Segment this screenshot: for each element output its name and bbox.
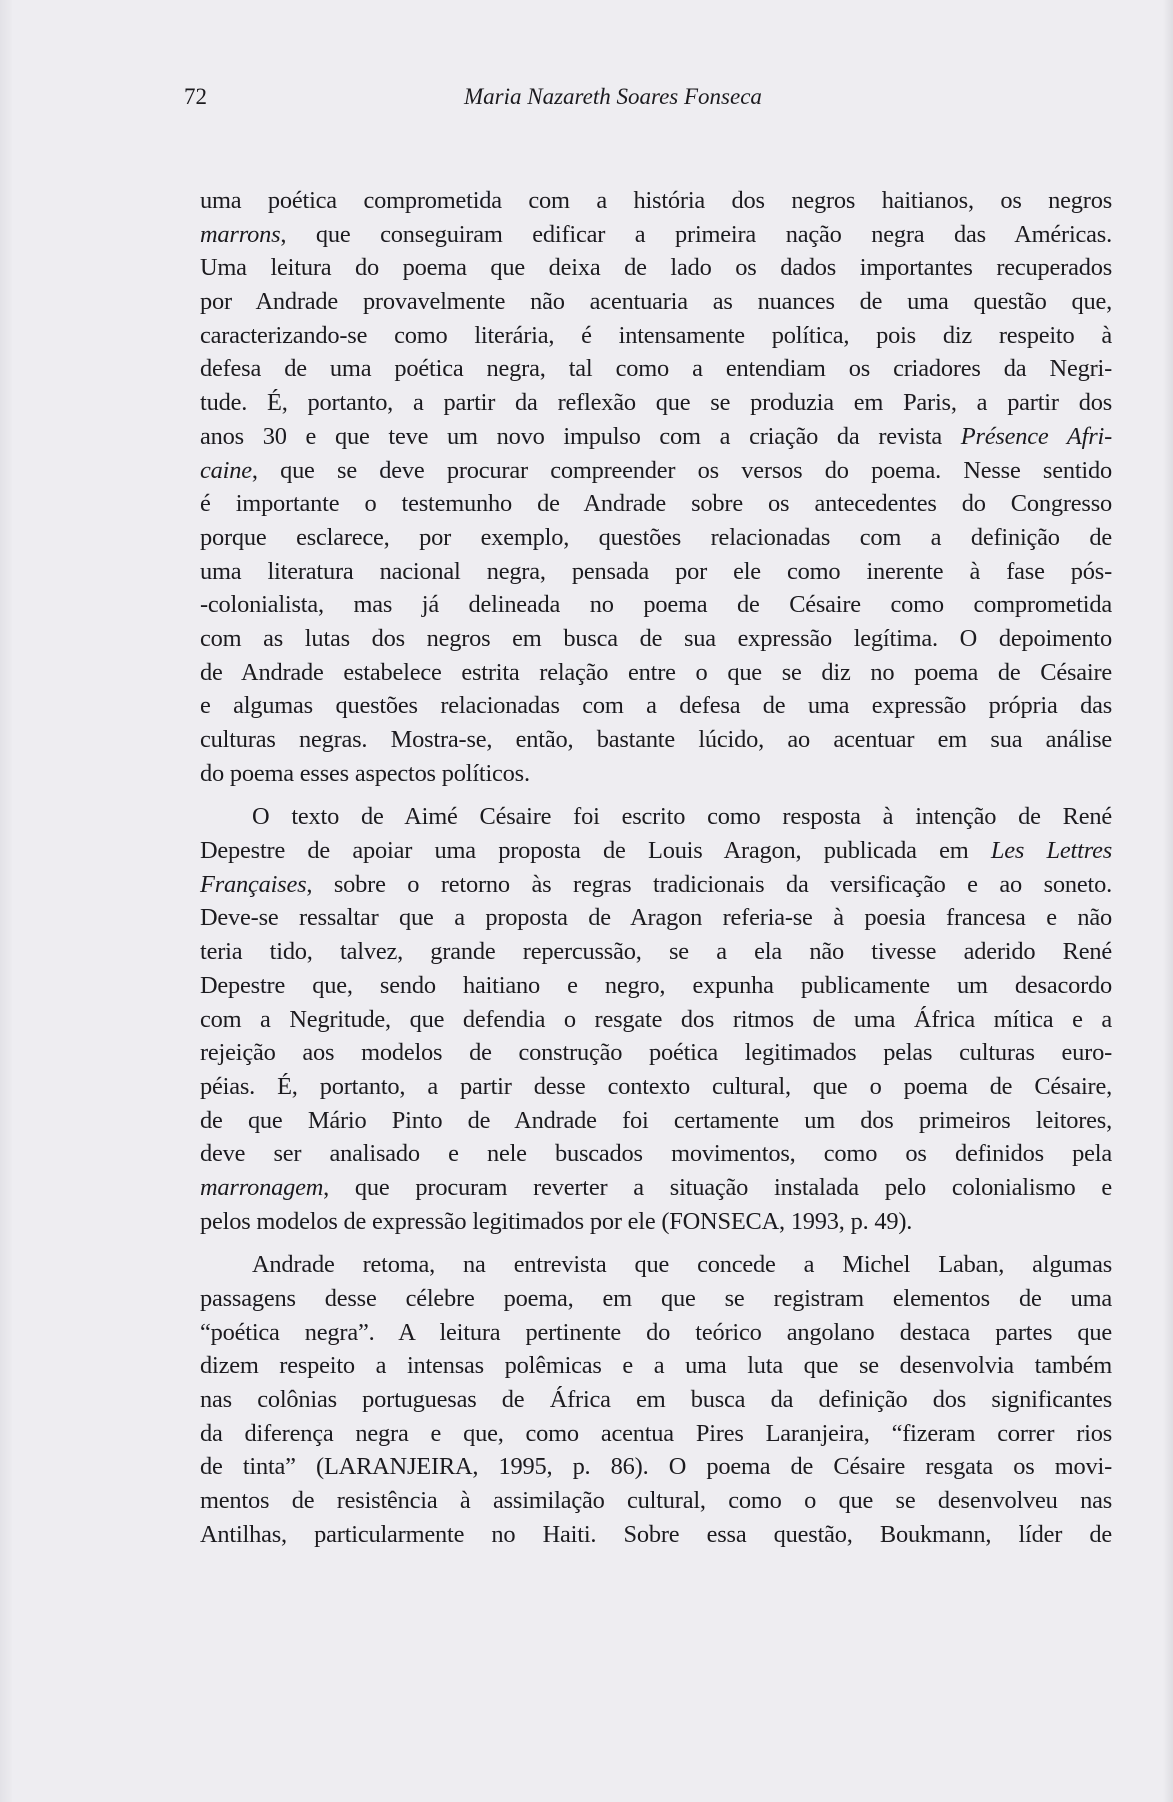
body-text xyxy=(200,184,1112,1552)
italic-title: Présence Afri- xyxy=(960,422,1112,450)
text-line: do poema esses aspectos políticos. xyxy=(200,759,530,787)
running-head xyxy=(184,84,1124,114)
text-line: uma poética comprometida com a história dos negros haitianos, os negros xyxy=(200,187,1112,214)
text-line: Antilhas, particularmente no Haiti. Sobre essa questão, Boukmann, líder de xyxy=(200,1520,1112,1548)
paragraph xyxy=(200,184,1112,790)
text-line: mentos de resistência à assimilação cultural, como o que se desenvolveu nas xyxy=(200,1487,1112,1515)
text-line: -colonialista, mas já delineada no poema de Césaire como comprometida xyxy=(200,591,1112,619)
text-line: teria tido, talvez, grande repercussão, se a ela não tivesse aderido René xyxy=(200,938,1112,966)
italic-title: Les Lettres xyxy=(990,837,1112,865)
text-line: “poética negra”. A leitura pertinente do teórico angolano destaca partes que xyxy=(200,1318,1112,1346)
text-line: Depestre de apoiar uma proposta de Louis Aragon, publicada em Les Lettres xyxy=(200,837,1112,865)
text-line: O texto de Aimé Césaire foi escrito como resposta à intenção de René xyxy=(252,803,1112,831)
text-line: marronagem, que procuram reverter a situação instalada pelo colonialismo e xyxy=(200,1173,1112,1201)
text-line: rejeição aos modelos de construção poética legitimados pelas culturas euro- xyxy=(200,1039,1112,1067)
text-line: com a Negritude, que defendia o resgate dos ritmos de uma África mítica e a xyxy=(200,1005,1112,1033)
text-line: de que Mário Pinto de Andrade foi certamente um dos primeiros leitores, xyxy=(200,1106,1112,1134)
text-line: caine, que se deve procurar compreender os versos do poema. Nesse sentido xyxy=(200,456,1112,484)
page-edge-left xyxy=(0,0,12,1802)
paragraph-gap xyxy=(200,1238,1112,1248)
text-line: com as lutas dos negros em busca de sua expressão legítima. O depoimento xyxy=(200,624,1112,652)
text-line: de tinta” (LARANJEIRA, 1995, p. 86). O poema de Césaire resgata os movi- xyxy=(200,1453,1112,1481)
text-line: marrons, que conseguiram edificar a primeira nação negra das Américas. xyxy=(200,220,1112,248)
text-line: anos 30 e que teve um novo impulso com a criação da revista Présence Afri- xyxy=(200,422,1112,450)
paragraph-gap xyxy=(200,790,1112,800)
text-line: Deve-se ressaltar que a proposta de Aragon referia-se à poesia francesa e não xyxy=(200,904,1112,932)
text-line: péias. É, portanto, a partir desse contexto cultural, que o poema de Césaire, xyxy=(200,1072,1112,1100)
text-line: nas colônias portuguesas de África em busca da definição dos significantes xyxy=(200,1386,1112,1414)
page-number: 72 xyxy=(184,84,207,109)
text-line: deve ser analisado e nele buscados movimentos, como os definidos pela xyxy=(200,1140,1112,1168)
text-line: pelos modelos de expressão legitimados por ele (FONSECA, 1993, p. 49). xyxy=(200,1207,913,1235)
text-line: defesa de uma poética negra, tal como a entendiam os criadores da Negri- xyxy=(200,355,1112,383)
text-line: Françaises, sobre o retorno às regras tradicionais da versificação e ao soneto. xyxy=(200,870,1112,898)
text-line: é importante o testemunho de Andrade sobre os antecedentes do Congresso xyxy=(200,490,1112,518)
text-line: dizem respeito a intensas polêmicas e a uma luta que se desenvolvia também xyxy=(200,1352,1112,1380)
italic-term: marronagem xyxy=(200,1173,324,1201)
text-line: passagens desse célebre poema, em que se registram elementos de uma xyxy=(200,1285,1112,1312)
text-line: culturas negras. Mostra-se, então, bastante lúcido, ao acentuar em sua análise xyxy=(200,726,1112,753)
text-line: uma literatura nacional negra, pensada por ele como inerente à fase pós- xyxy=(200,557,1112,585)
text-line: e algumas questões relacionadas com a defesa de uma expressão própria das xyxy=(200,692,1112,720)
text-line: Andrade retoma, na entrevista que concede a Michel Laban, algumas xyxy=(252,1251,1112,1279)
italic-title: caine xyxy=(200,456,252,484)
paragraph xyxy=(200,800,1112,1238)
text-line: Uma leitura do poema que deixa de lado os dados importantes recuperados xyxy=(200,254,1112,282)
paragraph xyxy=(200,1248,1112,1551)
italic-title: Françaises xyxy=(200,870,307,898)
text-line: por Andrade provavelmente não acentuaria as nuances de uma questão que, xyxy=(200,288,1112,316)
text-line: tude. É, portanto, a partir da reflexão que se produzia em Paris, a partir dos xyxy=(200,389,1112,417)
italic-term: marrons xyxy=(200,220,281,248)
text-line: da diferença negra e que, como acentua Pires Laranjeira, “fizeram correr rios xyxy=(200,1419,1112,1447)
page-edge-right xyxy=(1163,0,1173,1802)
text-line: caracterizando-se como literária, é intensamente política, pois diz respeito à xyxy=(200,321,1112,349)
text-line: Depestre que, sendo haitiano e negro, expunha publicamente um desacordo xyxy=(200,971,1112,999)
running-title: Maria Nazareth Soares Fonseca xyxy=(464,84,762,109)
text-line: de Andrade estabelece estrita relação entre o que se diz no poema de Césaire xyxy=(200,658,1112,686)
text-line: porque esclarece, por exemplo, questões relacionadas com a definição de xyxy=(200,523,1112,551)
